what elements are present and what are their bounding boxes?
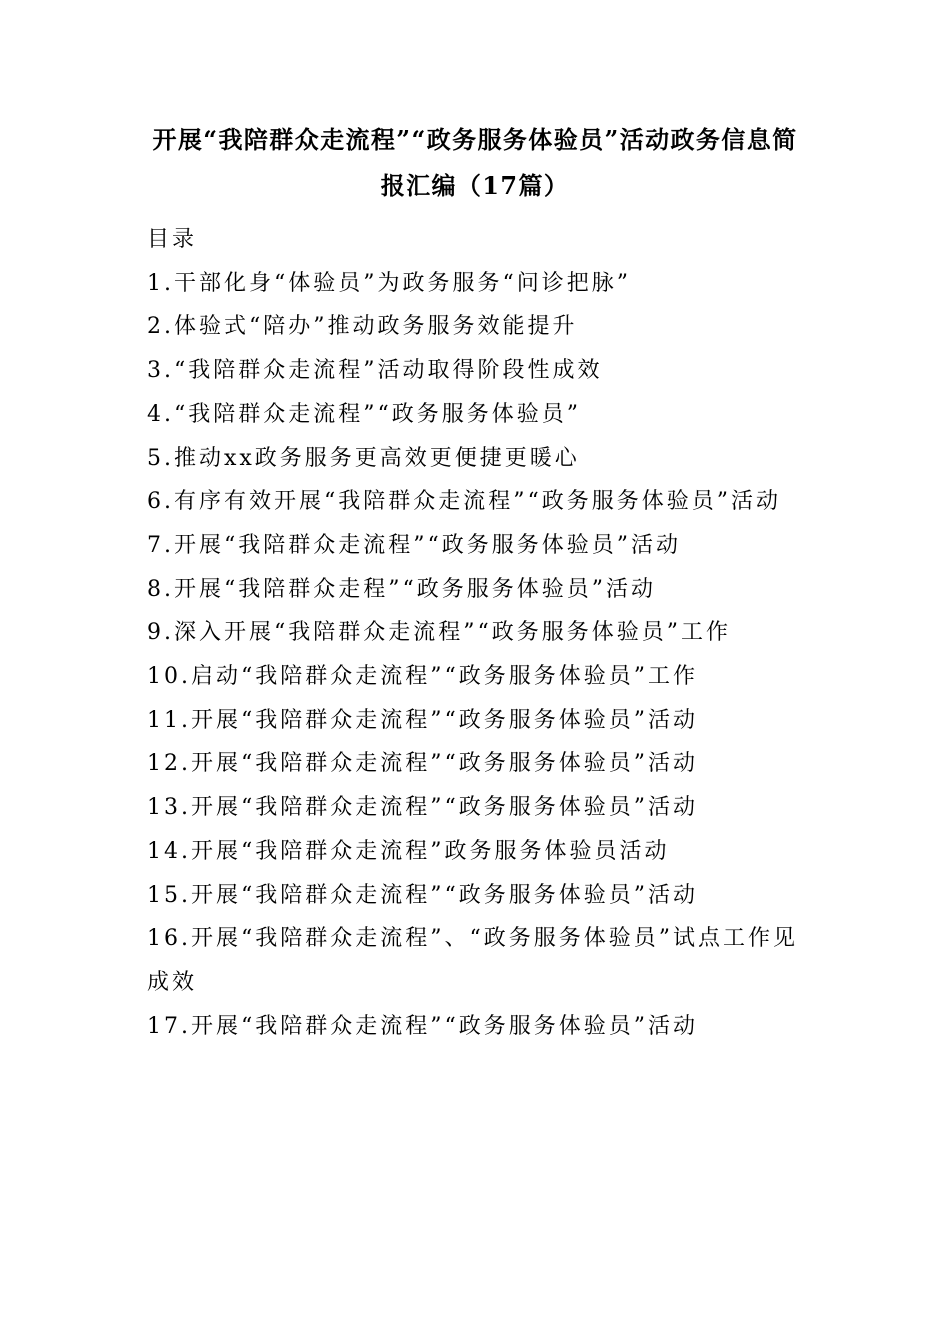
toc-item-8: 8.开展“我陪群众走程”“政务服务体验员”活动 (147, 576, 656, 602)
toc-item-2: 2.体验式“陪办”推动政务服务效能提升 (147, 314, 578, 340)
toc-item-14: 14.开展“我陪群众走流程”政务服务体验员活动 (147, 838, 670, 864)
toc-item-11: 11.开展“我陪群众走流程”“政务服务体验员”活动 (147, 707, 698, 733)
toc-item-4: 4.“我陪群众走流程”“政务服务体验员” (147, 401, 581, 427)
toc-item-10: 10.启动“我陪群众走流程”“政务服务体验员”工作 (147, 664, 698, 690)
toc-item-7: 7.开展“我陪群众走流程”“政务服务体验员”活动 (147, 532, 681, 558)
toc-item-13: 13.开展“我陪群众走流程”“政务服务体验员”活动 (147, 795, 698, 821)
toc-item-16: 16.开展“我陪群众走流程”、“政务服务体验员”试点工作见成效 (147, 926, 798, 995)
toc-item-1: 1.干部化身“体验员”为政务服务“问诊把脉” (147, 270, 631, 296)
toc-heading: 目录 (147, 227, 198, 252)
toc-item-5: 5.推动xx政务服务更高效更便捷更暖心 (147, 445, 580, 471)
toc-item-6: 6.有序有效开展“我陪群众走流程”“政务服务体验员”活动 (147, 489, 781, 515)
toc-item-9: 9.深入开展“我陪群众走流程”“政务服务体验员”工作 (147, 620, 731, 646)
toc-item-3: 3.“我陪群众走流程”活动取得阶段性成效 (147, 358, 603, 384)
toc-item-17: 17.开展“我陪群众走流程”“政务服务体验员”活动 (147, 1013, 698, 1039)
toc-item-15: 15.开展“我陪群众走流程”“政务服务体验员”活动 (147, 882, 698, 908)
toc-item-12: 12.开展“我陪群众走流程”“政务服务体验员”活动 (147, 751, 698, 777)
table-of-contents (147, 218, 809, 1048)
document-title: 开展“我陪群众走流程”“政务服务体验员”活动政务信息简报汇编（17篇） (152, 125, 798, 200)
